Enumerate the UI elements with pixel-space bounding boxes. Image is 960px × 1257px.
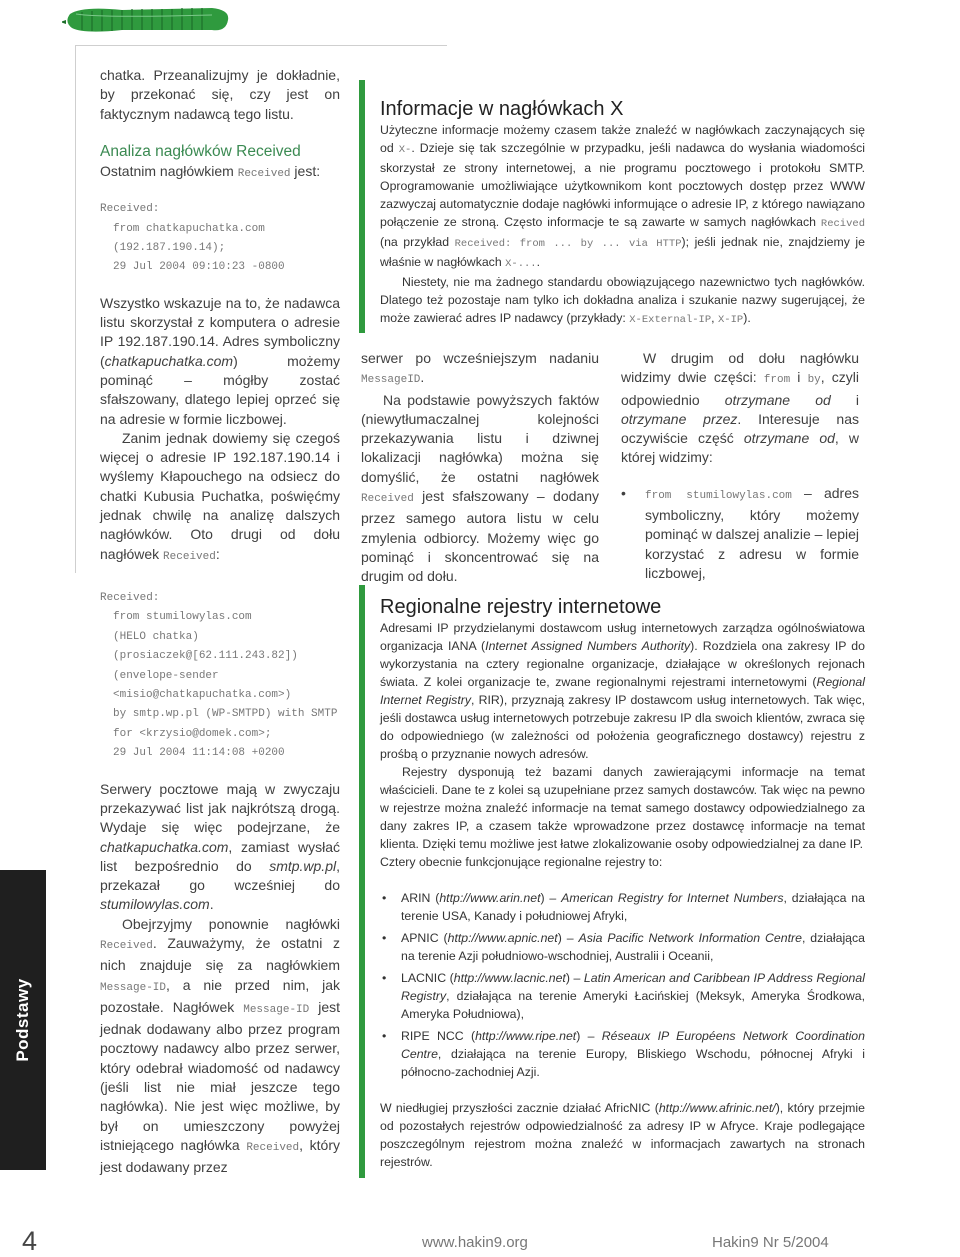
paragraph: Cztery obecnie funkcjonujące regionalne rejestry to: — [380, 855, 663, 869]
text: ) możemy pominąć – mógłby zostać sfałszowany, dlatego lepiej oprzeć się na adresie w formie liczbowej. — [100, 352, 340, 427]
text: i — [830, 391, 859, 408]
italic-text: otrzymane od — [724, 391, 831, 408]
section-side-tab — [0, 870, 46, 1170]
text: . — [420, 369, 425, 386]
text: jest jednak dodawany albo przez program pocztowy nadawcy albo przez serwer, który odebrał wiadomość od nadawcy (jeśli list nie miał jeszcze tego nagłówka). Nie jest więc możliwe, by był on umieszczony powyżej istniejącego nagłówka — [100, 998, 340, 1153]
top-rule — [75, 45, 447, 46]
inline-code: X- — [398, 144, 412, 156]
text: Obejrzyjmy ponownie nagłówki — [122, 915, 340, 932]
text: . Dzieje się tak szczególnie w przypadku, jeśli nadawca do wysłania wiadomości skorzystał ze strony internetowej, a nie programu pocztowego i protokołu SMTP. Oprogramowanie umożliwiające użytkownikom kont pocztowych dostęp przez WWW zazwyczaj automatycznie dodaje nagłówki informujące o adresie IP, z którego nawiązano połączenie ze stroną. Często informacje te są zawarte w samych nagłówkach — [380, 141, 865, 229]
box-title: Informacje w nagłówkach X — [380, 98, 624, 120]
code-line: for <krzysio@domek.com>; — [113, 727, 272, 740]
text: . — [536, 255, 541, 269]
text: . — [209, 896, 214, 913]
text: Zanim jednak dowiemy się czegoś więcej o adresie IP 192.187.190.14 i wyślemy Kłapouchego na odsiecz do chatki Kubusia Puchatka, poświęćmy jednak chwilę na analizę dalszych nagłówków. Oto drugi od dołu nagłówek — [100, 429, 340, 562]
paragraph — [100, 915, 340, 1178]
code-block-1 — [100, 200, 340, 278]
paragraph — [380, 1099, 865, 1171]
code-line: 29 Jul 2004 09:10:23 -0800 — [113, 261, 285, 274]
paragraph — [100, 294, 340, 429]
italic-text: http://www.afrinic.net/ — [658, 1101, 776, 1115]
middle-column — [361, 349, 599, 587]
right-column — [621, 349, 859, 583]
inline-code: X-... — [505, 258, 537, 270]
inline-code: X-IP — [718, 314, 744, 326]
code-line: (HELO chatka) — [113, 630, 199, 643]
text: , działająca na terenie Ameryki Łacińskiej (Meksyk, Ameryka Środkowa, Ameryka Południowa), — [401, 989, 865, 1021]
code-line: (envelope-sender — [113, 669, 219, 682]
italic-text: chatkapuchatka.com — [100, 838, 229, 855]
left-column — [100, 66, 340, 1178]
text: W niedługiej przyszłości zacznie działać AfricNIC ( — [380, 1101, 659, 1115]
side-tab-label: Podstawy — [13, 978, 32, 1062]
text: ARIN ( — [401, 891, 440, 905]
text: , zamiast wysłać list bezpośrednio do — [100, 838, 340, 874]
paragraph — [380, 619, 865, 763]
inline-code: Received: from ... by ... via HTTP — [454, 238, 682, 250]
text: , działająca na terenie USA, Kanady i południowej Afryki, — [401, 891, 865, 923]
code-line: 29 Jul 2004 11:14:08 +0200 — [113, 747, 285, 760]
italic-text: http://www.apnic.net — [447, 931, 558, 945]
text: APNIC ( — [401, 931, 448, 945]
text: , przekazał go wcześniej do — [100, 857, 340, 894]
text: – adres symboliczny, który możemy pominąć w dalszej analizie – lepiej korzystać z adresu w formie liczbowej, — [645, 484, 860, 581]
list-item — [380, 889, 865, 925]
inline-code: Received — [237, 167, 291, 180]
inline-code: X-External-IP — [629, 314, 712, 326]
text: Niestety, nie ma żadnego standardu obowiązującego nazewnictwo tych nagłówków. Dlatego też pozostaje nam tylko ich dokładna analiza i szukanie nazwy sugerującej, że może zawierać adres IP nadawcy (przykłady: — [380, 275, 865, 325]
section-heading: Analiza nagłówków Received — [100, 142, 301, 160]
text: , działająca na terenie Azji południowo-wschodniej, Australii i Oceanii, — [401, 931, 865, 963]
text: jest sfałszowany – dodany przez samego autora listu w celu zmylenia odbiorcy. Możemy więc go pominąć i skoncentrować się na drugim od dołu. — [361, 488, 599, 585]
inline-code: from — [763, 374, 791, 387]
text: ). Rozdziela ona zakresy IP do wykorzystania na cztery regionalne organizacje, działające w określonych rejonach świata. Z kolei organizacje te, zwane regionalnymi rejestrami internetowymi ( — [380, 639, 865, 689]
paragraph — [100, 162, 340, 184]
text: , czyli odpowiednio — [621, 369, 860, 408]
left-rule — [75, 45, 76, 573]
code-line: from chatkapuchatka.com — [113, 222, 265, 235]
italic-text: stumilowylas.com — [100, 896, 210, 913]
inline-code: from stumilowylas.com — [645, 489, 792, 502]
brush-logo-icon — [62, 0, 232, 42]
code-line: <misio@chatkapuchatka.com>) — [113, 689, 292, 701]
paragraph — [380, 273, 865, 329]
box-title: Regionalne rejestry internetowe — [380, 596, 662, 618]
text: : — [215, 545, 220, 562]
text: ). — [743, 311, 751, 325]
inline-code: Message-ID — [100, 981, 167, 994]
paragraph — [621, 349, 859, 468]
sidebar-box-x-headers — [359, 80, 876, 333]
inline-code: MessageID — [361, 374, 421, 387]
italic-text: Asia Pacific Network Information Centre — [578, 931, 802, 945]
text: . Zauważymy, że ostatni z nich znajduje się za nagłówkiem — [100, 935, 340, 974]
text: ); jeśli jednak nie, znajdziemy je właśnie w nagłówkach — [380, 235, 865, 269]
paragraph — [100, 780, 340, 915]
code-line: (prosiaczek@[62.111.243.82]) — [113, 650, 298, 663]
footer-issue: Hakin9 Nr 5/2004 — [712, 1234, 829, 1251]
list-item — [380, 969, 865, 1023]
text: , RIR), przyznają zakresy IP dostawcom usług internetowych. Tak więc, jeśli dostawca usług internetowych potrzebuje zakresu IP dla swoich klientów, zwraca się do odpowiedniego (w zależności od położenia geograficznego dostawcy) rejestru z prośbą o przyznanie nowych adresów. — [380, 693, 865, 761]
text: Serwery pocztowe mają w zwyczaju przekazywać list jak najkrótszą drogą. Wydaje się więc podejrzane, że — [100, 780, 340, 836]
text: RIPE NCC ( — [401, 1029, 476, 1043]
paragraph — [361, 391, 599, 587]
text: W drugim od dołu nagłówku widzimy dwie części: — [621, 350, 859, 386]
code-line: Received: — [100, 203, 160, 216]
paragraph — [361, 349, 599, 391]
italic-text: Internet Assigned Numbers Authority — [485, 639, 691, 653]
inline-code: Received — [361, 493, 414, 506]
italic-text: http://www.ripe.net — [475, 1029, 577, 1043]
text: i — [790, 369, 808, 386]
inline-code: Received — [100, 940, 153, 952]
inline-code: Message-ID — [243, 1003, 310, 1016]
italic-text: Réseaux IP Européens Network Coordination Centre — [401, 1029, 865, 1061]
text: jest: — [290, 162, 321, 179]
text: ) – — [540, 891, 562, 905]
text: , który jest dodawany przez — [100, 1136, 340, 1176]
italic-text: smtp.wp.pl — [269, 857, 337, 874]
paragraph — [100, 66, 340, 124]
registry-list — [380, 889, 865, 1081]
italic-text: otrzymane przez — [621, 410, 738, 427]
text: Użyteczne informacje możemy czasem także znaleźć w nagłówkach zaczynających się od — [380, 123, 865, 155]
text: Adresami IP przydzielanymi dostawcom usług internetowych zarządza ogólnoświatowa organizacja IANA ( — [380, 621, 865, 653]
list-item — [621, 484, 859, 583]
paragraph — [380, 121, 865, 273]
inline-code: by — [807, 374, 821, 387]
list-item — [380, 929, 865, 965]
text: serwer po wcześniejszym nadaniu — [361, 350, 599, 366]
text: chatka. Przeanalizujmy je dokładnie, by przekonać się, czy jest on faktycznym nadawcą tego listu. — [100, 67, 340, 122]
paragraph: Rejestry dysponują też bazami danych zawierającymi informacje na temat właścicieli. Dane te z kolei są uzupełniane przez samych dostawców. Tak więc na pewno w rejestrze można znaleźć informacje na temat samego dostawcy odpowiedzialnego za dany zakres IP, a czasem także wprowadzone przez dostawcę informacje na temat klienta. Dzięki temu możliwe jest łatwe zlokalizowanie osoby odpowiedzialnej za dane IP. — [380, 765, 865, 851]
text: , a nie przed nim, jak pozostałe. Nagłówek — [100, 976, 340, 1015]
text: , działająca na terenie Europy, Bliskiego Wschodu, północnej Afryki i północno-zachodniej Azji. — [401, 1047, 865, 1079]
paragraph — [100, 429, 340, 567]
code-line: Received: — [100, 591, 160, 604]
code-line: by smtp.wp.pl (WP-SMTPD) with SMTP — [113, 708, 338, 721]
text: ) – — [557, 931, 579, 945]
bullet-list — [621, 484, 859, 583]
inline-code: Received — [246, 1141, 300, 1154]
code-line: (192.187.190.14); — [113, 242, 226, 254]
text: Wszystko wskazuje na to, że nadawca listu skorzystał z komputera o adresie IP 192.187.190.14. Adres symboliczny ( — [100, 294, 340, 369]
text: Ostatnim nagłówkiem — [100, 162, 238, 179]
italic-text: American Registry for Internet Numbers — [561, 891, 784, 905]
sidebar-box-regional-registries — [359, 585, 876, 1178]
text: ) – — [576, 1029, 602, 1043]
italic-text: Regional Internet Registry — [380, 675, 865, 707]
text: . Interesuje nas oczywiście część — [621, 410, 859, 447]
italic-text: otrzymane od — [743, 430, 835, 447]
text: ), który przejmie od pozostałych rejestrów odpowiedzialność za adresy IP w Afryce. Kraje podlegające poszczególnym rejestrom można znaleźć w informacjach zawartych na stronach rejestrów. — [380, 1101, 865, 1169]
text: Na podstawie powyższych faktów (niewytłumaczalnej kolejności przekazywania listu i dziwnej lokalizacji nagłówka) można się domyślić, że ostatni nagłówek — [361, 391, 599, 485]
italic-text: http://www.arin.net — [439, 891, 541, 905]
list-item — [380, 1027, 865, 1081]
italic-text: chatkapuchatka.com — [104, 352, 234, 369]
inline-code: Recived — [820, 218, 865, 230]
code-line: from stumilowylas.com — [113, 611, 252, 624]
page-number: 4 — [22, 1226, 38, 1256]
italic-text: http://www.lacnic.net — [453, 971, 566, 985]
inline-code: Received — [163, 550, 216, 563]
code-block-2 — [100, 589, 340, 764]
text: LACNIC ( — [401, 971, 454, 985]
text: ) – — [565, 971, 584, 985]
italic-text: Latin American and Caribbean IP Address Regional Registry — [401, 971, 865, 1003]
text: , — [711, 311, 718, 325]
text: (na przykład — [380, 235, 455, 249]
text: , w której widzimy: — [621, 430, 859, 466]
footer-url: www.hakin9.org — [422, 1234, 528, 1251]
